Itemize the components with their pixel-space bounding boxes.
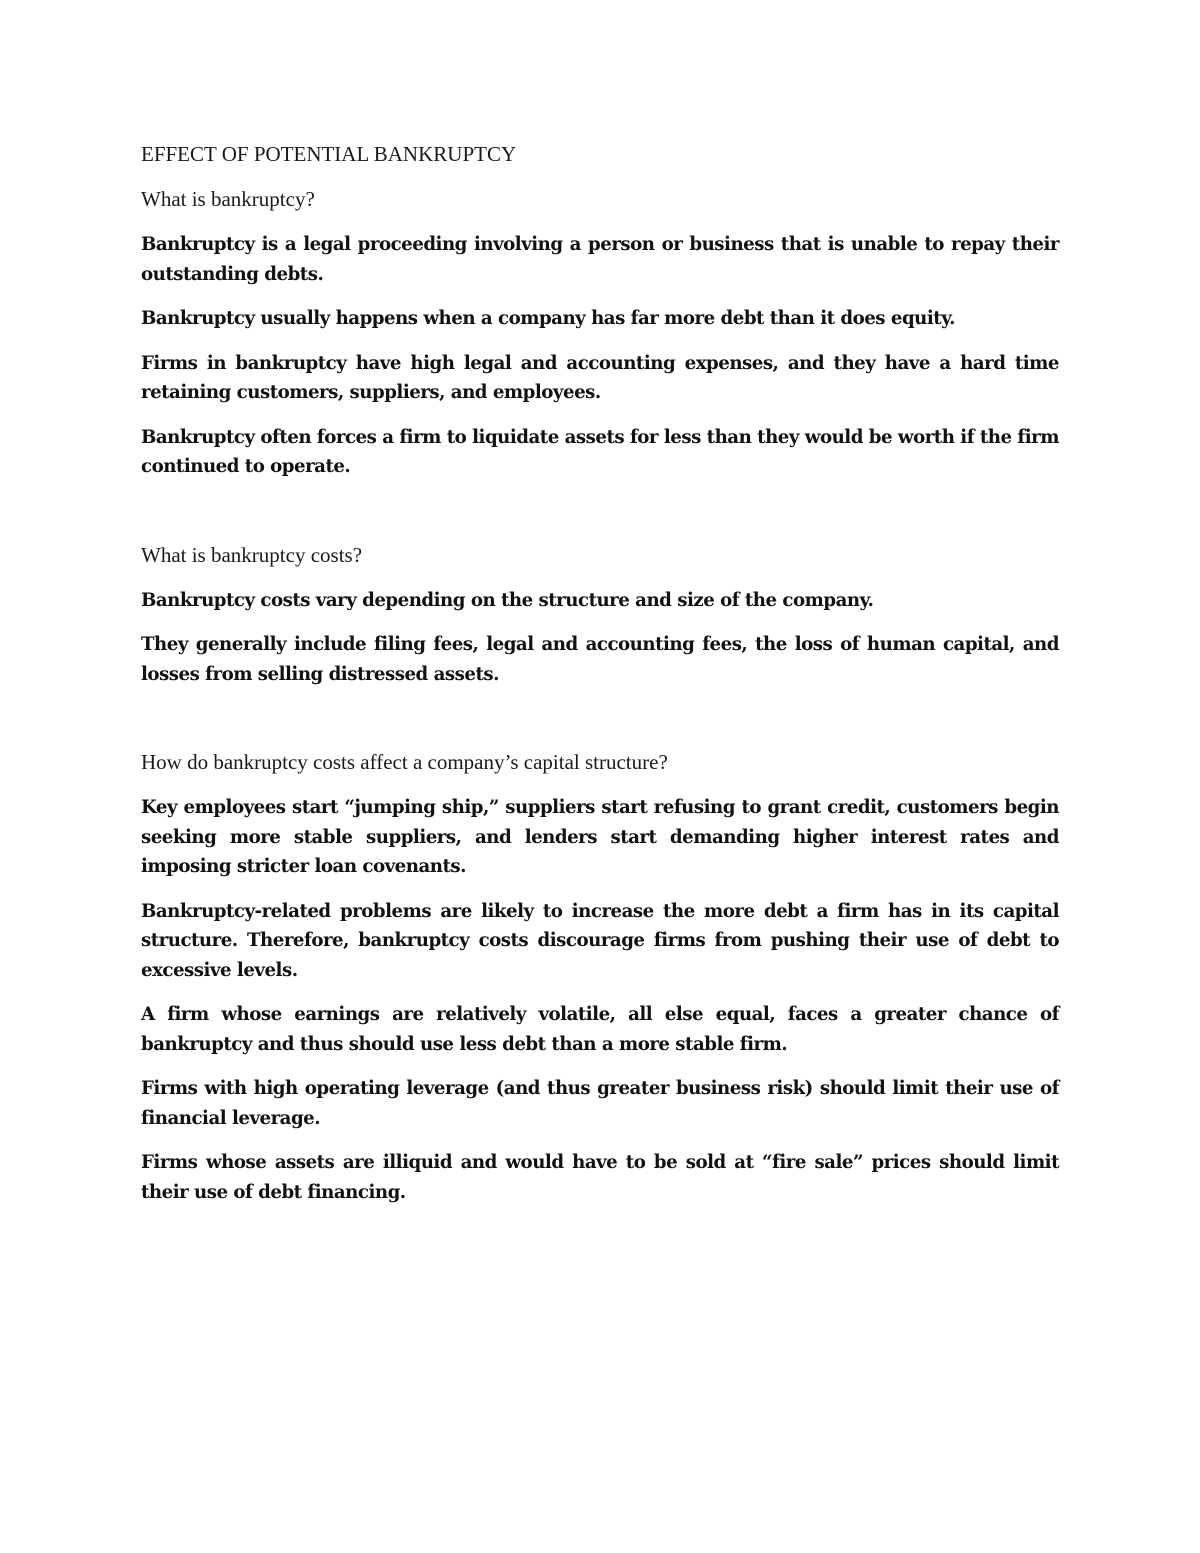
paragraph: A firm whose earnings are relatively volatile, all else equal, faces a greater chance of bankruptcy and thus should use less debt than a more stable firm. (141, 1004, 1059, 1055)
section-heading-what-is-bankruptcy: What is bankruptcy? (141, 187, 315, 211)
section-heading-capital-structure: How do bankruptcy costs affect a company’s capital structure? (141, 750, 668, 774)
paragraph: Firms with high operating leverage (and thus greater business risk) should limit their use of financial leverage. (141, 1078, 1059, 1129)
paragraph: Key employees start “jumping ship,” suppliers start refusing to grant credit, customers begin seeking more stable suppliers, and lenders start demanding higher interest rates and imposing stricter loan covenants. (141, 797, 1059, 877)
section-spacer (141, 704, 1059, 748)
paragraph: Firms whose assets are illiquid and would have to be sold at “fire sale” prices should limit their use of debt financing. (141, 1152, 1059, 1203)
document-title: EFFECT OF POTENTIAL BANKRUPTCY (141, 142, 517, 166)
section-spacer (141, 497, 1059, 541)
paragraph: Bankruptcy usually happens when a company has far more debt than it does equity. (141, 308, 956, 329)
paragraph: Bankruptcy is a legal proceeding involving a person or business that is unable to repay their outstanding debts. (141, 234, 1059, 285)
paragraph: Bankruptcy costs vary depending on the structure and size of the company. (141, 589, 874, 611)
section-heading-bankruptcy-costs: What is bankruptcy costs? (141, 542, 363, 567)
paragraph: Firms in bankruptcy have high legal and accounting expenses, and they have a hard time retaining customers, suppliers, and employees. (141, 352, 1059, 403)
paragraph: Bankruptcy often forces a firm to liquidate assets for less than they would be worth if the firm continued to operate. (141, 426, 1059, 477)
paragraph: They generally include filing fees, legal and accounting fees, the loss of human capital, and losses from selling distressed assets. (141, 634, 1059, 685)
paragraph: Bankruptcy-related problems are likely to increase the more debt a firm has in its capital structure. Therefore, bankruptcy costs discourage firms from pushing their use of debt to excessive levels. (141, 900, 1059, 981)
document-page (141, 140, 1059, 1222)
